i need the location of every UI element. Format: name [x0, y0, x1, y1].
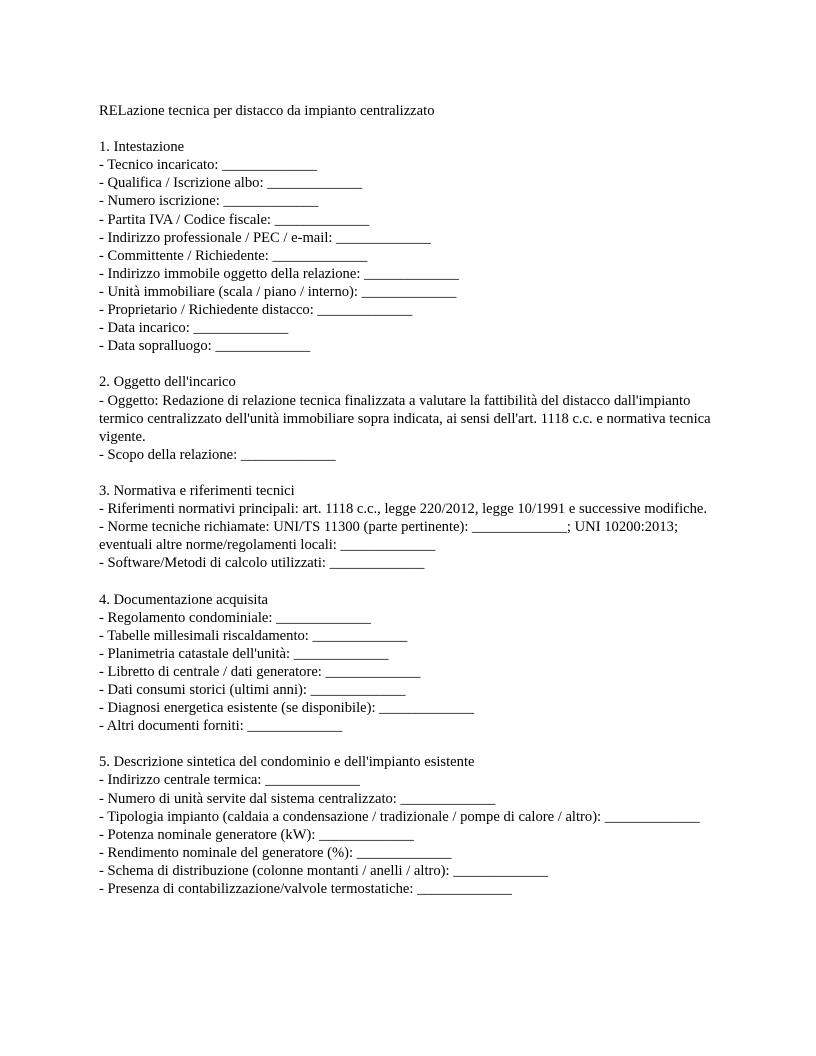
- field-unita-immobiliare: - Unità immobiliare (scala / piano / interno): _____________: [99, 283, 457, 300]
- field-indirizzo-professionale: - Indirizzo professionale / PEC / e-mail: _____________: [99, 229, 431, 246]
- section-heading-intestazione: 1. Intestazione: [99, 139, 185, 156]
- section-heading-documentazione: 4. Documentazione acquisita: [99, 591, 268, 608]
- field-tecnico-incaricato: - Tecnico incaricato: _____________: [99, 157, 317, 174]
- field-contabilizzazione: - Presenza di contabilizzazione/valvole termostatiche: _____________: [99, 881, 512, 898]
- spacer: [99, 464, 719, 482]
- field-qualifica: - Qualifica / Iscrizione albo: _____________: [99, 175, 363, 192]
- field-libretto: - Libretto di centrale / dati generatore: _____________: [99, 663, 421, 680]
- spacer: [99, 120, 719, 138]
- spacer: [99, 355, 719, 373]
- field-scopo: - Scopo della relazione: _____________: [99, 446, 336, 463]
- field-potenza-nominale: - Potenza nominale generatore (kW): _____________: [99, 826, 414, 843]
- field-consumi-storici: - Dati consumi storici (ultimi anni): _____________: [99, 682, 406, 698]
- field-indirizzo-immobile: - Indirizzo immobile oggetto della relazione: _____________: [99, 265, 459, 282]
- field-schema-distribuzione: - Schema di distribuzione (colonne montanti / anelli / altro): _____________: [99, 862, 549, 879]
- field-partita-iva: - Partita IVA / Codice fiscale: _____________: [99, 211, 370, 228]
- field-proprietario: - Proprietario / Richiedente distacco: _____________: [99, 302, 413, 319]
- field-numero-unita: - Numero di unità servite dal sistema centralizzato: _____________: [99, 790, 496, 807]
- field-tabelle-millesimali: - Tabelle millesimali riscaldamento: _____________: [99, 627, 408, 644]
- field-riferimenti-normativi: - Riferimenti normativi principali: art. 1118 c.c., legge 220/2012, legge 10/1991 e successive modifiche.: [99, 501, 708, 518]
- field-data-sopralluogo: - Data sopralluogo: _____________: [99, 338, 311, 355]
- field-rendimento-nominale: - Rendimento nominale del generatore (%): _____________: [99, 844, 452, 861]
- field-software: - Software/Metodi di calcolo utilizzati: _____________: [99, 555, 425, 572]
- field-norme-tecniche: - Norme tecniche richiamate: UNI/TS 11300 (parte pertinente): _____________; UNI 10200:2013; eventuali altre norme/regolamenti locali: _____________: [99, 519, 682, 554]
- section-heading-normativa: 3. Normativa e riferimenti tecnici: [99, 482, 295, 499]
- section-heading-descrizione: 5. Descrizione sintetica del condominio e dell'impianto esistente: [99, 754, 475, 771]
- field-regolamento: - Regolamento condominiale: _____________: [99, 609, 371, 626]
- field-data-incarico: - Data incarico: _____________: [99, 320, 289, 337]
- spacer: [99, 735, 719, 753]
- field-diagnosi: - Diagnosi energetica esistente (se disponibile): _____________: [99, 700, 475, 717]
- document-title: RELazione tecnica per distacco da impianto centralizzato: [99, 103, 435, 119]
- field-indirizzo-centrale: - Indirizzo centrale termica: _____________: [99, 772, 360, 789]
- field-planimetria: - Planimetria catastale dell'unità: _____________: [99, 645, 389, 662]
- field-oggetto: - Oggetto: Redazione di relazione tecnica finalizzata a valutare la fattibilità del distacco dall'impianto termico centralizzato dell'unità immobiliare sopra indicata, ai sensi dell'art. 1118 c.c. e normativa tecnica vigente.: [99, 392, 715, 445]
- field-altri-documenti: - Altri documenti forniti: _____________: [99, 718, 343, 735]
- document-page: [99, 102, 719, 898]
- spacer: [99, 572, 719, 590]
- field-numero-iscrizione: - Numero iscrizione: _____________: [99, 193, 319, 210]
- section-heading-oggetto: 2. Oggetto dell'incarico: [99, 374, 236, 391]
- field-committente: - Committente / Richiedente: _____________: [99, 247, 368, 264]
- field-tipologia-impianto: - Tipologia impianto (caldaia a condensazione / tradizionale / pompe di calore / altro): _____________: [99, 808, 700, 825]
